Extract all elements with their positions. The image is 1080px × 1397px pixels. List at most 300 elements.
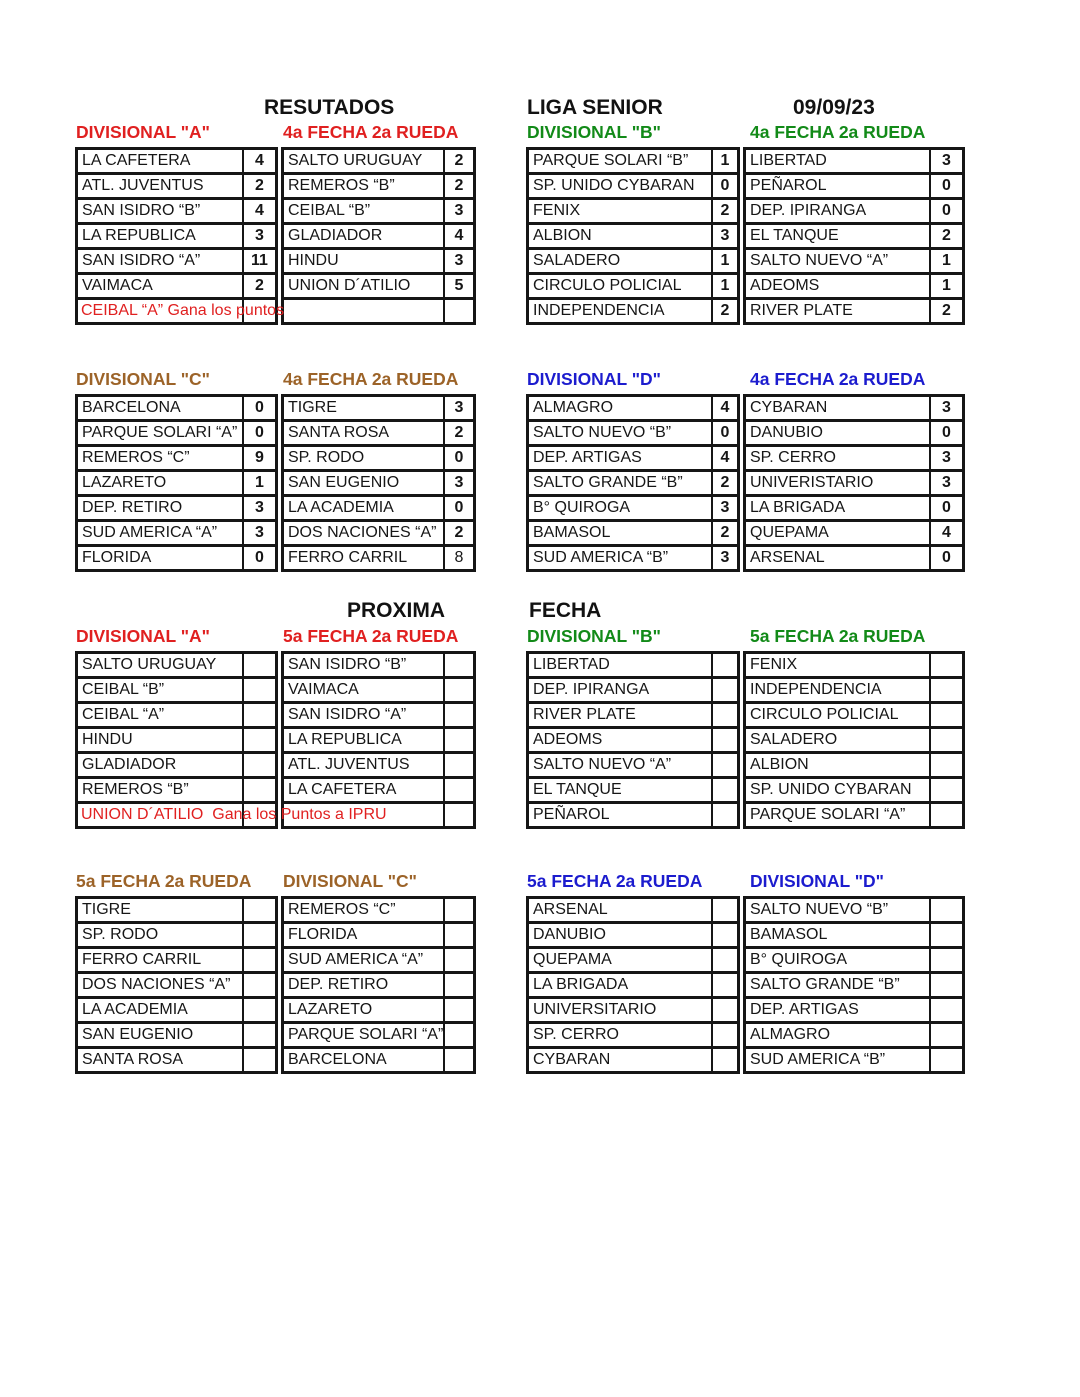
team-cell: SP. RODO [77,923,244,948]
score-cell [712,898,739,923]
score-cell: 4 [712,446,739,471]
score-cell: 3 [243,521,277,546]
table-row [77,446,277,471]
score-cell [712,973,739,998]
table-row [283,446,475,471]
score-cell [930,898,964,923]
table-row [528,446,739,471]
team-cell: B° QUIROGA [528,496,713,521]
score-cell: 2 [712,199,739,224]
score-cell: 0 [930,496,964,521]
table-row [77,249,277,274]
table-row [528,299,739,324]
score-cell: 3 [444,396,475,421]
score-cell: 3 [930,446,964,471]
divisional-label: DIVISIONAL "A" [76,122,210,142]
score-cell: 2 [712,299,739,324]
table-row [283,923,475,948]
table-row [745,778,964,803]
score-cell [930,998,964,1023]
divisional-label: DIVISIONAL "C" [76,369,210,389]
team-cell: SP. CERRO [745,446,931,471]
table-row [283,396,475,421]
score-cell: 9 [243,446,277,471]
team-cell: EL TANQUE [528,778,713,803]
score-cell [444,1048,475,1073]
team-cell: SP. RODO [283,446,445,471]
team-cell: HINDU [77,728,244,753]
team-cell: SALTO NUEVO “B” [528,421,713,446]
team-cell: SAN ISIDRO “A” [283,703,445,728]
score-cell: 1 [243,471,277,496]
team-cell: BARCELONA [283,1048,445,1073]
team-cell: SALTO URUGUAY [283,149,445,174]
home-column-table [526,651,740,829]
score-cell: 3 [444,471,475,496]
section-divisional-c-fixtures [75,871,476,1074]
away-column-table [743,394,965,572]
score-cell: 2 [444,521,475,546]
team-cell: SANTA ROSA [77,1048,244,1073]
score-cell [243,998,277,1023]
divisional-label: DIVISIONAL "C" [283,871,417,891]
team-cell: ADEOMS [528,728,713,753]
score-cell: 3 [243,496,277,521]
table-row [528,421,739,446]
table-row [745,753,964,778]
fecha-label: 4a FECHA 2a RUEDA [750,369,926,389]
table-row [528,973,739,998]
score-cell [243,1048,277,1073]
team-cell: LA REPUBLICA [283,728,445,753]
score-cell: 1 [712,274,739,299]
table-row [528,274,739,299]
score-cell: 4 [712,396,739,421]
table-row [283,778,475,803]
score-cell [930,948,964,973]
team-cell: LA ACADEMIA [77,998,244,1023]
table-row [77,653,277,678]
score-cell [444,778,475,803]
team-cell: ADEOMS [745,274,931,299]
table-row [528,396,739,421]
away-column-table [743,147,965,325]
team-cell: ARSENAL [528,898,713,923]
team-cell: REMEROS “B” [283,174,445,199]
away-column-table [281,147,476,325]
score-cell [930,728,964,753]
score-cell [444,948,475,973]
team-cell: LA CAFETERA [77,149,244,174]
table-row [283,299,475,324]
team-cell: UNIVERISTARIO [745,471,931,496]
team-cell: PEÑAROL [745,174,931,199]
table-row [283,998,475,1023]
score-cell [712,803,739,828]
score-cell [930,1023,964,1048]
team-cell: BARCELONA [77,396,244,421]
results-title: RESUTADOS [264,96,395,119]
team-cell: INDEPENDENCIA [528,299,713,324]
score-cell: 3 [444,199,475,224]
score-cell: 2 [243,274,277,299]
team-cell: BAMASOL [745,923,931,948]
score-cell [930,678,964,703]
score-cell: 3 [243,224,277,249]
table-row [528,998,739,1023]
team-cell [283,299,445,324]
fecha-label: 4a FECHA 2a RUEDA [283,369,459,389]
score-cell: 11 [243,249,277,274]
table-row [77,678,277,703]
score-cell [243,703,277,728]
team-cell: FLORIDA [283,923,445,948]
table-row [77,396,277,421]
team-cell: VAIMACA [283,678,445,703]
team-cell: SAN EUGENIO [283,471,445,496]
score-cell: 4 [444,224,475,249]
team-cell: DEP. RETIRO [283,973,445,998]
team-cell: QUEPAMA [528,948,713,973]
note-text: CEIBAL “A” Gana los puntos [81,302,285,319]
table-row [745,703,964,728]
team-cell: DEP. ARTIGAS [528,446,713,471]
team-cell: PARQUE SOLARI “A” [745,803,931,828]
score-cell [930,703,964,728]
table-row [528,653,739,678]
home-column-table [75,896,278,1074]
score-cell: 3 [712,546,739,571]
team-cell: REMEROS “B” [77,778,244,803]
table-row [77,753,277,778]
table-row [745,803,964,828]
table-row [77,274,277,299]
team-cell: ALMAGRO [528,396,713,421]
next-round-title-word1: PROXIMA [347,599,446,622]
score-cell: 3 [930,471,964,496]
fixtures-tables [75,896,476,1074]
team-cell: ATL. JUVENTUS [283,753,445,778]
table-row [528,898,739,923]
score-cell [444,973,475,998]
table-row [77,299,277,324]
score-cell: 0 [930,546,964,571]
team-cell: SUD AMERICA “A” [77,521,244,546]
section-divisional-c-results [75,369,476,572]
away-column-table [281,896,476,1074]
team-cell: CIRCULO POLICIAL [528,274,713,299]
table-row [283,274,475,299]
score-cell [712,753,739,778]
team-cell: EL TANQUE [745,224,931,249]
score-cell: 1 [930,249,964,274]
score-cell [243,753,277,778]
table-row [77,948,277,973]
team-cell: SALTO NUEVO “B” [745,898,931,923]
results-tables [75,394,476,572]
table-row [745,948,964,973]
table-row [77,1023,277,1048]
fixtures-tables [526,651,965,829]
team-cell: SALTO URUGUAY [77,653,244,678]
team-cell: GLADIADOR [77,753,244,778]
score-cell: 2 [930,299,964,324]
table-row [528,728,739,753]
score-cell: 2 [930,224,964,249]
score-cell [930,923,964,948]
team-cell: SALADERO [745,728,931,753]
table-row [77,421,277,446]
team-cell: SAN ISIDRO “B” [283,653,445,678]
team-cell: LA BRIGADA [528,973,713,998]
table-row [745,1048,964,1073]
table-row [283,546,475,571]
team-cell: SAN EUGENIO [77,1023,244,1048]
table-row [745,1023,964,1048]
table-row [745,274,964,299]
score-cell: 2 [712,471,739,496]
table-row [283,471,475,496]
table-row [528,803,739,828]
team-cell: ALMAGRO [745,1023,931,1048]
away-column-table [743,896,965,1074]
away-column-table [281,394,476,572]
score-cell [930,803,964,828]
score-cell [243,948,277,973]
team-cell: LAZARETO [283,998,445,1023]
score-cell [712,1023,739,1048]
team-cell: LA BRIGADA [745,496,931,521]
table-row [528,224,739,249]
table-row [77,546,277,571]
table-row [745,678,964,703]
section-header [526,122,965,144]
table-row [745,421,964,446]
table-row [283,496,475,521]
table-row [528,149,739,174]
table-row [77,496,277,521]
score-cell [243,898,277,923]
score-cell [444,803,475,828]
divisional-label: DIVISIONAL "B" [527,122,661,142]
team-cell: TIGRE [283,396,445,421]
score-cell: 1 [930,274,964,299]
table-row [283,249,475,274]
table-row [528,174,739,199]
score-cell [243,778,277,803]
table-row [745,224,964,249]
score-cell [444,753,475,778]
score-cell: 0 [243,546,277,571]
score-cell [444,703,475,728]
section-divisional-b-results [526,122,965,325]
score-cell: 2 [444,174,475,199]
team-cell: LIBERTAD [528,653,713,678]
team-cell: GLADIADOR [283,224,445,249]
score-cell [712,1048,739,1073]
table-row [528,521,739,546]
table-row [77,923,277,948]
score-cell [444,299,475,324]
table-row [528,546,739,571]
score-cell: 2 [444,149,475,174]
score-cell [243,653,277,678]
team-cell: REMEROS “C” [283,898,445,923]
team-cell: CEIBAL “B” [77,678,244,703]
score-cell [243,923,277,948]
score-cell [712,678,739,703]
score-cell: 0 [930,174,964,199]
score-cell: 0 [712,174,739,199]
fecha-label: 5a FECHA 2a RUEDA [283,626,459,646]
score-cell [243,728,277,753]
team-cell: UNIVERSITARIO [528,998,713,1023]
team-cell: SUD AMERICA “B” [528,546,713,571]
table-row [528,496,739,521]
table-row [77,803,277,828]
home-column-table [75,147,285,325]
team-cell: SAN ISIDRO “B” [77,199,244,224]
away-column-table [281,651,476,829]
next-round-title-word2: FECHA [529,599,602,622]
table-row [745,249,964,274]
fixtures-tables [526,896,965,1074]
team-cell: FERRO CARRIL [283,546,445,571]
section-header [75,369,476,391]
table-row [745,998,964,1023]
team-cell: ATL. JUVENTUS [77,174,244,199]
score-cell [930,753,964,778]
table-row [77,174,277,199]
table-row [283,1023,475,1048]
team-cell: SP. UNIDO CYBARAN [745,778,931,803]
score-cell [444,653,475,678]
table-row [745,546,964,571]
team-cell: B° QUIROGA [745,948,931,973]
table-row [283,703,475,728]
score-cell [712,653,739,678]
table-row [283,653,475,678]
team-cell: UNION D´ATILIO [283,274,445,299]
table-row [528,471,739,496]
team-cell [77,803,387,828]
score-cell [712,998,739,1023]
table-row [745,521,964,546]
team-cell: LAZARETO [77,471,244,496]
team-cell: DEP. RETIRO [77,496,244,521]
score-cell: 3 [712,224,739,249]
score-cell: 0 [444,446,475,471]
score-cell [444,898,475,923]
table-row [283,973,475,998]
team-cell: PARQUE SOLARI “B” [528,149,713,174]
team-cell: SUD AMERICA “B” [745,1048,931,1073]
score-cell: 3 [930,149,964,174]
section-header [75,122,476,144]
team-cell: ALBION [528,224,713,249]
table-row [283,1048,475,1073]
table-row [283,224,475,249]
score-cell: 2 [243,174,277,199]
score-cell: 3 [712,496,739,521]
team-cell: LA REPUBLICA [77,224,244,249]
team-cell: DEP. ARTIGAS [745,998,931,1023]
table-row [745,973,964,998]
section-divisional-b-fixtures [526,626,965,829]
score-cell [243,678,277,703]
team-cell: SALTO NUEVO “A” [528,753,713,778]
score-cell: 0 [930,199,964,224]
league-title: LIGA SENIOR [527,96,663,119]
divisional-label: DIVISIONAL "D" [527,369,661,389]
table-row [77,1048,277,1073]
table-row [77,728,277,753]
section-divisional-a-results [75,122,476,325]
fecha-label: 5a FECHA 2a RUEDA [76,871,252,891]
team-cell: CEIBAL “B” [283,199,445,224]
team-cell: DANUBIO [528,923,713,948]
section-header [526,871,965,893]
score-cell [243,1023,277,1048]
table-row [77,521,277,546]
team-cell: SANTA ROSA [283,421,445,446]
fecha-label: 5a FECHA 2a RUEDA [750,626,926,646]
divisional-label: DIVISIONAL "A" [76,626,210,646]
table-row [283,948,475,973]
table-row [745,898,964,923]
team-cell: DEP. IPIRANGA [745,199,931,224]
team-cell: ARSENAL [745,546,931,571]
table-row [528,199,739,224]
score-cell: 3 [444,249,475,274]
table-row [528,1023,739,1048]
score-cell [712,778,739,803]
team-cell: RIVER PLATE [528,703,713,728]
score-cell: 8 [444,546,475,571]
score-cell: 3 [930,396,964,421]
score-cell: 0 [243,421,277,446]
team-cell: LA ACADEMIA [283,496,445,521]
table-row [77,703,277,728]
team-cell: SP. CERRO [528,1023,713,1048]
fecha-label: 5a FECHA 2a RUEDA [527,871,703,891]
table-row [528,753,739,778]
score-cell: 0 [712,421,739,446]
team-cell: CIRCULO POLICIAL [745,703,931,728]
score-cell: 4 [243,149,277,174]
team-cell: REMEROS “C” [77,446,244,471]
team-cell: SP. UNIDO CYBARAN [528,174,713,199]
table-row [77,778,277,803]
team-cell: SALTO GRANDE “B” [745,973,931,998]
home-column-table [526,147,740,325]
team-cell: CEIBAL “A” [77,703,244,728]
score-cell: 4 [243,199,277,224]
team-cell: SAN ISIDRO “A” [77,249,244,274]
table-row [745,471,964,496]
table-row [283,149,475,174]
table-row [528,1048,739,1073]
table-row [745,496,964,521]
score-cell [444,1023,475,1048]
score-cell [444,678,475,703]
team-cell: BAMASOL [528,521,713,546]
table-row [528,249,739,274]
table-row [528,703,739,728]
score-cell: 0 [930,421,964,446]
table-row [745,446,964,471]
table-row [283,898,475,923]
